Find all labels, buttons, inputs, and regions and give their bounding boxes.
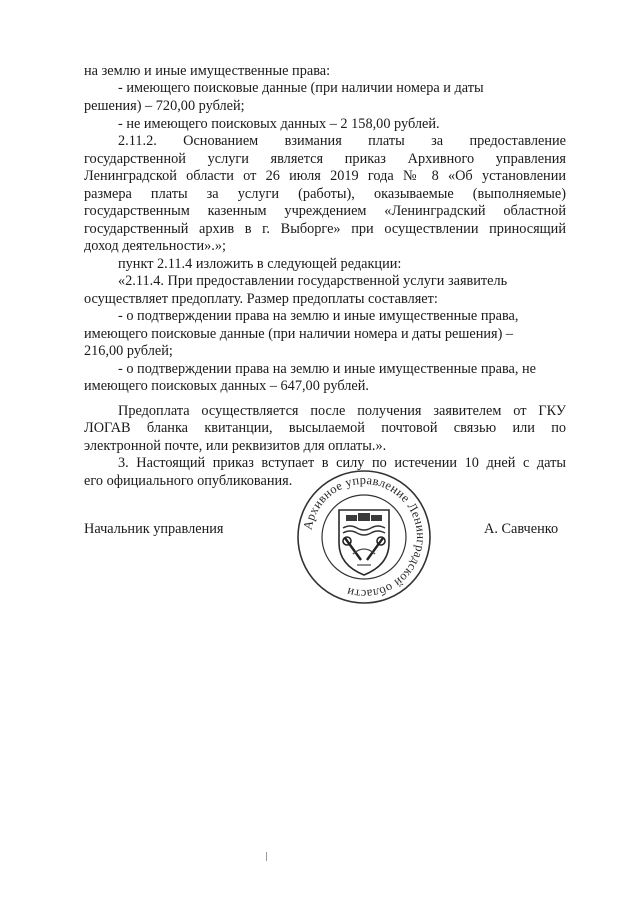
text-line: Ленинградской области от 26 июля 2019 года № 8 «Об установлении <box>84 168 566 184</box>
text-line: решения) – 720,00 рублей; <box>84 98 245 114</box>
text-line: Предоплата осуществляется после получения заявителем от ГКУ <box>118 403 566 419</box>
text-line: 2.11.2. Основанием взимания платы за предоставление <box>118 133 566 149</box>
text-line: - имеющего поисковые данные (при наличии номера и даты <box>118 80 484 96</box>
coat-of-arms-icon <box>339 510 389 575</box>
text-line: государственной услуги является приказ Архивного управления <box>84 151 566 167</box>
text-line: пункт 2.11.4 изложить в следующей редакции: <box>118 256 402 272</box>
text-line: 216,00 рублей; <box>84 343 173 359</box>
text-line: - не имеющего поисковых данных – 2 158,00 рублей. <box>118 116 440 132</box>
text-line: 3. Настоящий приказ вступает в силу по истечении 10 дней с даты <box>118 455 566 471</box>
text-line: имеющего поисковых данных – 647,00 рублей. <box>84 378 369 394</box>
text-line: размера платы за услуги (работы), оказываемые (выполняемые) <box>84 186 566 202</box>
svg-text:Архивное управление Ленинградс: Архивное управление Ленинградской области <box>300 472 429 602</box>
text-line: - о подтверждении права на землю и иные имущественные права, не <box>118 361 537 377</box>
signature-name: А. Савченко <box>484 521 559 537</box>
text-line: - о подтверждении права на землю и иные имущественные права, <box>118 308 519 324</box>
text-line: ЛОГАВ бланка квитанции, высылаемой почтовой связью или по <box>84 420 566 436</box>
text-line: государственным казенным учреждением «Ленинградский областной <box>84 203 566 219</box>
text-line: его официального опубликования. <box>84 473 293 489</box>
text-line: государственный архив в г. Выборге» при осуществлении приносящий <box>84 221 566 237</box>
text-line: осуществляет предоплату. Размер предоплаты составляет: <box>84 291 438 307</box>
text-line: на землю и иные имущественные права: <box>84 63 331 79</box>
text-line: электронной почте, или реквизитов для оплаты.». <box>84 438 387 454</box>
scan-mark <box>266 852 267 861</box>
official-seal-stamp <box>295 468 433 606</box>
text-line: имеющего поисковые данные (при наличии номера и даты решения) – <box>84 326 514 342</box>
signature-position: Начальник управления <box>84 521 224 537</box>
text-line: «2.11.4. При предоставлении государственной услуги заявитель <box>118 273 508 289</box>
seal-graphic <box>295 468 433 606</box>
text-line: доход деятельности».»; <box>84 238 226 254</box>
